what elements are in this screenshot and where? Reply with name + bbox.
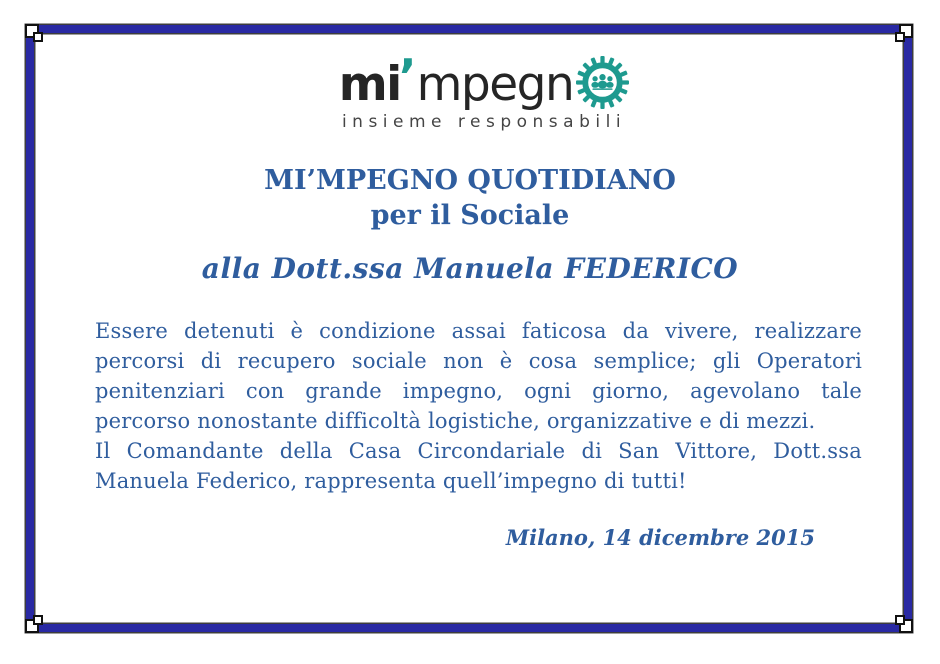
mimpegno-logo [14,50,940,115]
dedication-line: alla Dott.ssa Manuela FEDERICO [201,252,739,285]
corner-ornament-top-left [25,24,47,46]
body-paragraph [95,316,862,496]
date-line: Milano, 14 dicembre 2015 [505,525,815,550]
logo-text-mi: mi [338,57,401,112]
body-line-5: Il Comandante della Casa Circondariale di San Vittore, Dott.ssa [95,439,862,463]
corner-ornament-bottom-right [891,611,913,633]
certificate-title: MI’MPEGNO QUOTIDIANO [264,165,676,196]
logo-apostrophe: ’ [398,50,417,105]
certificate-subtitle: per il Sociale [370,200,570,231]
body-line-1: Essere detenuti è condizione assai faticosa da vivere, realizzare [95,319,862,343]
body-line-4: percorso nonostante difficoltà logistiche, organizzative e di mezzi. [95,409,816,433]
body-line-3: penitenziari con grande impegno, ogni giorno, agevolano tale [95,379,862,403]
corner-ornament-top-right [891,24,913,46]
logo-tagline: insieme responsabili [341,112,627,132]
corner-ornament-bottom-left [25,611,47,633]
logo-text-mpegn: mpegn [416,57,574,112]
body-line-2: percorsi di recupero sociale non è cosa semplice; gli Operatori [95,349,862,373]
gear-people-icon [576,56,629,112]
body-line-6: Manuela Federico, rappresenta quell’impegno di tutti! [95,469,687,493]
